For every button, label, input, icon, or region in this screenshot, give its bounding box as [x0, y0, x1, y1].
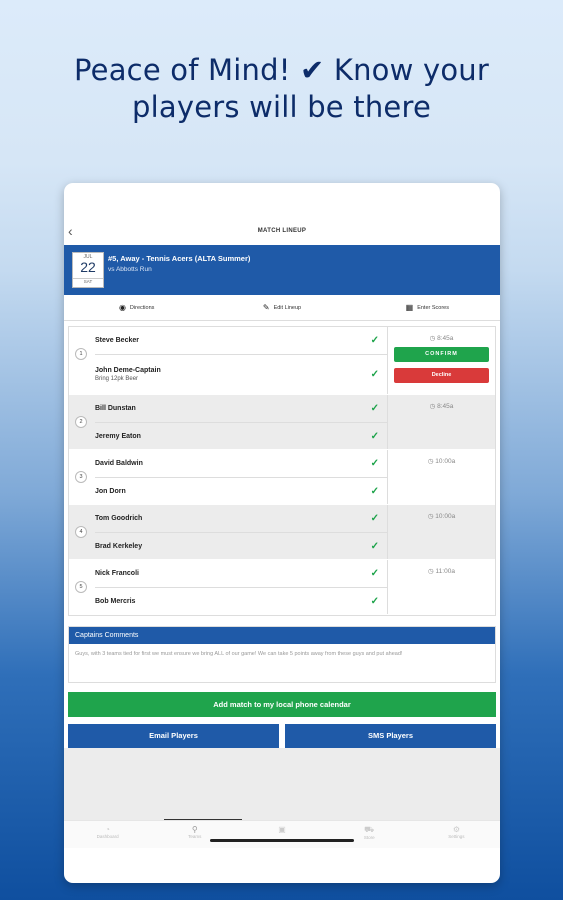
tab-dashboard[interactable]: [64, 821, 151, 848]
player-name: John Deme-Captain: [95, 367, 161, 374]
confirmed-check-icon: ✓: [370, 513, 379, 524]
line-time-value: 10:00a: [435, 513, 456, 520]
home-indicator: [210, 839, 354, 842]
headline: [0, 52, 563, 126]
line-number: 2: [75, 416, 87, 428]
scores-icon: ▦: [405, 303, 414, 312]
player-name: Bob Mercris: [95, 597, 136, 605]
confirmed-check-icon: ✓: [370, 335, 379, 346]
confirm-button[interactable]: CONFIRM: [394, 347, 489, 362]
clock-icon: ◷: [427, 458, 436, 465]
comments-text: Guys, with 3 teams tied for first we must ensure we bring ALL of our game! We can take 5 points away from these guys and put ahead!: [75, 651, 403, 657]
tab-store[interactable]: [326, 821, 413, 848]
clock-icon: ◷: [429, 403, 438, 410]
decline-button[interactable]: Decline: [394, 368, 489, 383]
tab-teams[interactable]: [151, 821, 238, 848]
lineup-line-3: [69, 450, 495, 505]
clock-icon: ◷: [427, 513, 436, 520]
player-row[interactable]: [95, 354, 387, 394]
enter-scores-label: Enter Scores: [417, 304, 449, 311]
player-name: Brad Kerkeley: [95, 542, 143, 550]
confirmed-check-icon: ✓: [370, 595, 379, 607]
line-time: [388, 457, 495, 465]
match-title: #5, Away - Tennis Acers (ALTA Summer): [108, 254, 251, 263]
line-time-value: 10:00a: [435, 458, 456, 465]
line-number: 1: [75, 348, 87, 360]
match-opponent: vs Abbotts Run: [108, 266, 152, 273]
comments-title: Captains Comments: [69, 627, 495, 644]
confirmed-check-icon: ✓: [370, 540, 379, 552]
dashboard-icon: ◔: [105, 825, 111, 834]
player-name: Jon Dorn: [95, 487, 126, 495]
line-number: 3: [75, 471, 87, 483]
line-time-column: [388, 450, 495, 504]
lineup-line-1: [69, 327, 495, 395]
settings-icon: ⚙: [452, 825, 460, 834]
enter-scores-button[interactable]: [355, 295, 500, 320]
confirmed-check-icon: ✓: [370, 369, 379, 380]
line-players: [69, 505, 388, 559]
line-players: [69, 560, 388, 614]
line-time-column: [388, 395, 495, 449]
directions-button[interactable]: [64, 295, 209, 320]
headline-line-1: Peace of Mind! ✔ Know your: [74, 53, 489, 87]
confirmed-check-icon: ✓: [370, 568, 379, 579]
confirmed-check-icon: ✓: [370, 430, 379, 442]
match-date: [72, 252, 104, 288]
match-header: [64, 245, 500, 295]
captains-comments: [68, 626, 496, 683]
player-row[interactable]: [95, 560, 387, 587]
line-time: [388, 334, 495, 342]
tab-label: Store: [363, 835, 375, 840]
line-time-value: 11:00a: [435, 568, 455, 575]
lineup-line-2: [69, 395, 495, 450]
player-name: Bill Dunstan: [95, 405, 136, 412]
match-weekday: SAT: [73, 278, 103, 284]
match-day: 22: [80, 259, 96, 275]
back-chevron-icon[interactable]: ‹: [68, 223, 73, 239]
confirmed-check-icon: ✓: [370, 485, 379, 497]
line-players: [69, 327, 388, 394]
clock-icon: ◷: [428, 568, 436, 575]
line-time: [388, 567, 495, 575]
player-row[interactable]: [95, 587, 387, 614]
player-name: Jeremy Eaton: [95, 432, 141, 440]
line-number: 5: [75, 581, 87, 593]
player-row[interactable]: [95, 422, 387, 449]
player-row[interactable]: [95, 327, 387, 354]
line-number: 4: [75, 526, 87, 538]
player-row[interactable]: [95, 532, 387, 559]
match-month: JUL: [83, 254, 93, 260]
navigation-bar: [64, 183, 500, 245]
lineup-line-4: [69, 505, 495, 560]
player-row[interactable]: [95, 395, 387, 422]
tab-calendar[interactable]: [238, 821, 325, 848]
add-to-calendar-button[interactable]: Add match to my local phone calendar: [68, 692, 496, 717]
player-name: David Baldwin: [95, 460, 143, 467]
line-time-column: [388, 327, 495, 394]
player-note: Bring 12pk Beer: [95, 376, 139, 382]
sms-players-button[interactable]: SMS Players: [285, 724, 496, 748]
player-row[interactable]: [95, 450, 387, 477]
empty-area: [64, 748, 500, 820]
player-name: Tom Goodrich: [95, 515, 143, 522]
confirmed-check-icon: ✓: [370, 403, 379, 414]
clock-icon: ◷: [429, 335, 438, 342]
line-time-value: 8:45a: [437, 403, 454, 410]
line-players: [69, 450, 388, 504]
edit-lineup-button[interactable]: [209, 295, 354, 320]
edit-icon: ✎: [262, 303, 270, 312]
player-name: Steve Becker: [95, 337, 139, 344]
contact-buttons: [68, 724, 496, 748]
phone-screen: [64, 183, 500, 883]
player-row[interactable]: [95, 505, 387, 532]
line-time: [388, 512, 495, 520]
directions-icon: ◉: [118, 303, 126, 312]
store-icon: ⛟: [364, 825, 375, 834]
edit-lineup-label: Edit Lineup: [273, 304, 302, 311]
lineup-table: [68, 326, 496, 616]
player-name: Nick Francoli: [95, 570, 139, 577]
tab-bar: [64, 820, 500, 848]
line-time: [388, 402, 495, 410]
confirmed-check-icon: ✓: [370, 458, 379, 469]
teams-icon: ⚲: [191, 825, 198, 834]
tab-label: Dashboard: [96, 834, 119, 839]
line-time-column: [388, 560, 495, 614]
headline-line-2: players will be there: [132, 90, 431, 124]
tab-label: Teams: [188, 834, 202, 839]
directions-label: Directions: [129, 304, 155, 311]
tab-label: Settings: [448, 834, 465, 839]
lineup-line-5: [69, 560, 495, 615]
line-time-value: 8:45a: [437, 335, 454, 342]
tab-settings[interactable]: [413, 821, 500, 848]
line-players: [69, 395, 388, 449]
calendar-icon: ▣: [278, 825, 286, 834]
line-time-column: [388, 505, 495, 559]
screen-title: MATCH LINEUP: [257, 228, 307, 234]
match-actions: [64, 295, 500, 321]
email-players-button[interactable]: Email Players: [68, 724, 279, 748]
player-row[interactable]: [95, 477, 387, 504]
